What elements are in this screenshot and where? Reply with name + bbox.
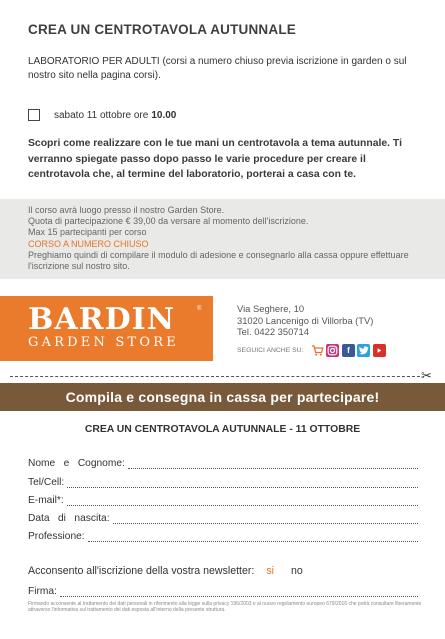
social-links bbox=[237, 344, 386, 357]
info-box bbox=[0, 199, 445, 279]
phone-label: Tel/Cell: bbox=[28, 477, 65, 488]
facebook-icon[interactable]: f bbox=[342, 344, 355, 357]
newsletter-label: Acconsento all'iscrizione della vostra newsletter: bbox=[28, 565, 255, 577]
info-location: Il corso avrà luogo presso il nostro Garden Store. bbox=[28, 205, 225, 215]
newsletter-yes-option[interactable]: si bbox=[266, 565, 275, 577]
instagram-icon[interactable] bbox=[326, 344, 339, 357]
page-title: CREA UN CENTROTAVOLA AUTUNNALE bbox=[28, 22, 296, 37]
follow-label: SEGUICI ANCHE SU: bbox=[237, 347, 304, 354]
birthdate-label: Data di nascita: bbox=[28, 513, 110, 524]
birthdate-field bbox=[28, 513, 418, 524]
privacy-notice: Firmando acconsente al trattamento dei dati personali in riferimento alla legge sulla privacy 196/2003 e al nuovo regolamento europeo 679/2016 che potrà consultare liberamente attraverso l'informativa sul trattamento dei dati esposta all'interno della presente struttura. bbox=[28, 601, 422, 614]
cut-line bbox=[10, 376, 420, 377]
twitter-icon[interactable] bbox=[357, 344, 370, 357]
newsletter-no-option[interactable]: no bbox=[291, 565, 303, 577]
signature-input[interactable] bbox=[60, 588, 418, 597]
cart-icon[interactable] bbox=[311, 344, 324, 357]
address-street: Via Seghere, 10 bbox=[237, 303, 305, 314]
course-description: Scopri come realizzare con le tue mani un centrotavola a tema autunnale. Ti verranno spiegate passo dopo passo le varie procedure per creare il centrotavola che, al termine del laboratorio, porterai a casa con te. bbox=[28, 138, 402, 180]
email-label: E-mail*: bbox=[28, 495, 64, 506]
youtube-icon[interactable] bbox=[373, 344, 386, 357]
email-input[interactable] bbox=[67, 497, 418, 506]
name-input[interactable] bbox=[128, 460, 418, 469]
store-address bbox=[237, 303, 373, 338]
name-field bbox=[28, 458, 418, 469]
call-to-action-banner: Compila e consegna in cassa per partecipare! bbox=[0, 383, 445, 411]
logo-subtitle: GARDEN STORE bbox=[28, 335, 179, 350]
newsletter-consent bbox=[28, 565, 303, 577]
info-instructions: Preghiamo quindi di compilare il modulo di adesione e consegnarlo alla cassa oppure effettuare l'iscrizione sul nostro sito. bbox=[28, 249, 409, 272]
info-max: Max 15 partecipanti per corso bbox=[28, 227, 147, 238]
form-title: CREA UN CENTROTAVOLA AUTUNNALE - 11 OTTOBRE bbox=[84, 424, 361, 435]
address-city: 31020 Lancenigo di Villorba (TV) bbox=[237, 314, 374, 326]
profession-field bbox=[28, 531, 418, 542]
logo-registered: ® bbox=[197, 306, 202, 312]
name-label: Nome e Cognome: bbox=[28, 458, 125, 469]
profession-input[interactable] bbox=[88, 533, 418, 542]
date-option bbox=[28, 109, 176, 121]
info-fee: Quota di partecipazione € 39,00 da versare al momento dell'iscrizione. bbox=[28, 216, 309, 227]
lab-description: LABORATORIO PER ADULTI (corsi a numero chiuso previa iscrizione in garden o sul nostro sito nella pagina corsi). bbox=[28, 56, 407, 81]
phone-field bbox=[28, 477, 418, 488]
birthdate-input[interactable] bbox=[113, 515, 418, 524]
signature-label: Firma: bbox=[28, 586, 57, 597]
email-field bbox=[28, 495, 418, 506]
store-phone: Tel. 0422 350714 bbox=[237, 326, 309, 337]
date-time: 10.00 bbox=[151, 109, 177, 121]
info-closed-course: CORSO A NUMERO CHIUSO bbox=[28, 238, 149, 249]
logo-name: BARDIN bbox=[28, 302, 176, 337]
signature-field bbox=[28, 586, 418, 597]
phone-input[interactable] bbox=[67, 479, 418, 488]
profession-label: Professione: bbox=[28, 531, 85, 542]
date-checkbox[interactable] bbox=[28, 109, 40, 121]
date-label: sabato 11 ottobre ore bbox=[54, 109, 149, 121]
bardin-logo bbox=[0, 296, 213, 361]
scissors-icon: ✂ bbox=[421, 368, 432, 383]
